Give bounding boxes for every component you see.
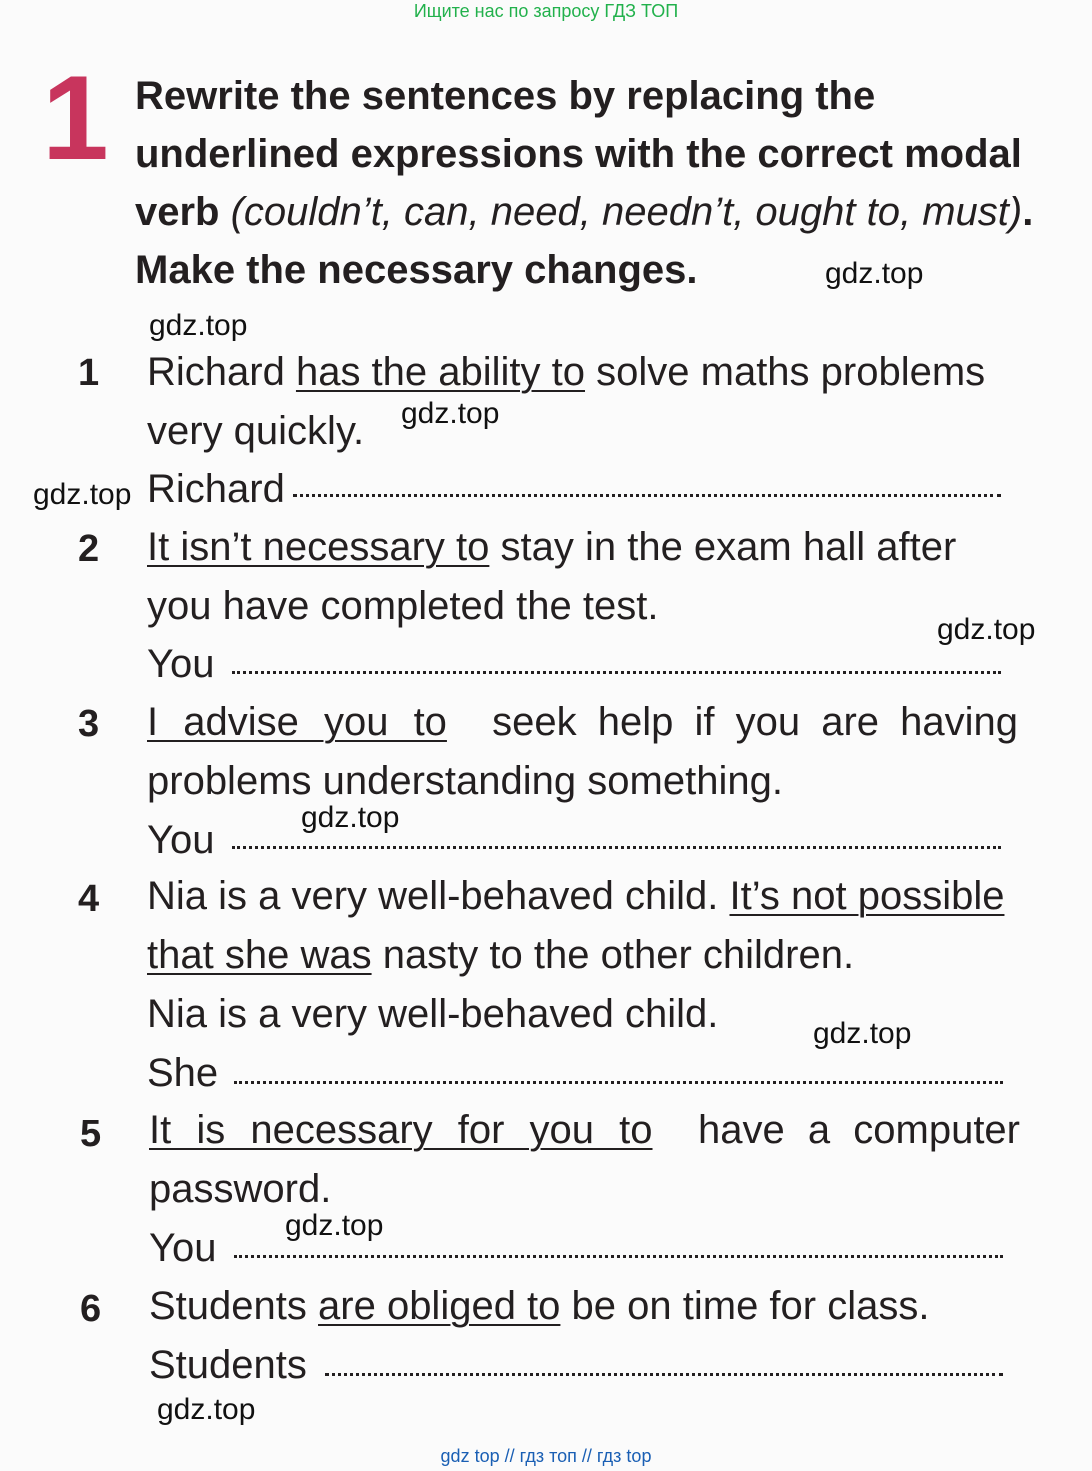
item-3-line-2: problems understanding something.: [147, 759, 783, 803]
text: Students: [149, 1284, 319, 1328]
item-5-line-2: password.: [149, 1167, 332, 1211]
text: nasty to the other children.: [371, 933, 855, 977]
item-number: 3: [78, 703, 100, 745]
text: have a computer: [698, 1108, 1020, 1152]
watermark: gdz.top: [149, 309, 248, 342]
instruction-line-2: underlined expressions with the correct modal: [135, 132, 1022, 176]
underlined-expression: are obliged to: [318, 1284, 561, 1328]
text: Nia is a very well-behaved child.: [147, 874, 730, 918]
underlined-expression: It’s not possible: [729, 874, 1005, 918]
answer-prompt: Students: [149, 1343, 307, 1387]
instruction-line-3: [135, 192, 1033, 232]
answer-prompt: You: [147, 818, 215, 862]
item-1-line-2: very quickly.: [147, 409, 365, 453]
item-number: 6: [80, 1288, 102, 1330]
item-6-line-1: [149, 1286, 929, 1326]
watermark: gdz.top: [401, 397, 500, 430]
instruction-line-4: Make the necessary changes.: [135, 248, 698, 292]
text: stay in the exam hall after: [489, 525, 957, 569]
item-2-line-2: you have completed the test.: [147, 584, 659, 628]
answer-blank[interactable]: [293, 494, 1001, 497]
watermark: gdz.top: [813, 1017, 912, 1050]
item-number: 4: [78, 878, 100, 920]
underlined-expression: I advise you to: [147, 700, 447, 744]
answer-prompt: You: [147, 642, 215, 686]
underlined-expression: It is necessary for you to: [149, 1108, 653, 1152]
instruction-line-1: Rewrite the sentences by replacing the: [135, 74, 876, 118]
instruction-modal-list: (couldn’t, can, need, needn’t, ought to, must): [230, 190, 1023, 234]
item-2-line-1: [147, 527, 956, 567]
watermark: gdz.top: [285, 1209, 384, 1242]
footer-links[interactable]: gdz top // гдз топ // гдз top: [440, 1446, 652, 1466]
answer-blank[interactable]: [325, 1373, 1003, 1376]
text: solve maths problems: [585, 350, 986, 394]
watermark: gdz.top: [157, 1393, 256, 1426]
item-4-line-1: [147, 876, 1004, 916]
item-number: 2: [78, 528, 100, 570]
item-3-line-1: [147, 702, 1018, 742]
answer-prompt: Richard: [147, 467, 285, 511]
item-4-line-3: Nia is a very well-behaved child.: [147, 992, 719, 1036]
instruction-verb: verb: [135, 190, 231, 234]
text: Richard: [147, 350, 296, 394]
underlined-expression: that she was: [147, 933, 372, 977]
item-number: 5: [80, 1113, 102, 1155]
answer-blank[interactable]: [234, 1255, 1003, 1258]
answer-prompt: She: [147, 1051, 219, 1095]
underlined-expression: has the ability to: [295, 350, 586, 394]
item-number: 1: [78, 352, 100, 394]
watermark: gdz.top: [825, 257, 924, 290]
answer-blank[interactable]: [234, 1081, 1003, 1084]
text: seek help if you are having: [492, 700, 1018, 744]
text: be on time for class.: [560, 1284, 930, 1328]
watermark: gdz.top: [301, 801, 400, 834]
underlined-expression: It isn’t necessary to: [147, 525, 490, 569]
answer-blank[interactable]: [232, 846, 1001, 849]
item-5-line-1: [149, 1110, 1020, 1150]
watermark: gdz.top: [937, 613, 1036, 646]
item-1-line-1: [147, 352, 985, 392]
exercise-number: 1: [42, 51, 105, 185]
answer-prompt: You: [149, 1226, 217, 1270]
item-4-line-2: [147, 935, 854, 975]
answer-blank[interactable]: [232, 671, 1001, 674]
search-hint-link[interactable]: Ищите нас по запросу ГДЗ ТОП: [413, 1, 679, 21]
watermark: gdz.top: [33, 478, 132, 511]
instruction-period: .: [1022, 190, 1034, 234]
